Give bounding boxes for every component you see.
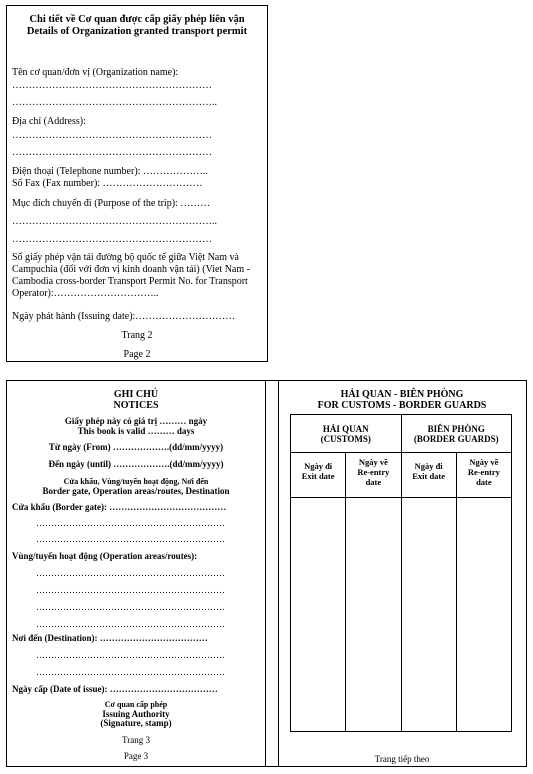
authority-en: Issuing Authority xyxy=(102,709,170,719)
page-2-title-en: Details of Organization granted transport permit xyxy=(26,26,248,37)
page-2-number-en: Page 2 xyxy=(123,349,151,360)
operation-line-3: ……………………………………………………… xyxy=(36,602,225,612)
customs-exit-vi: Ngày đi xyxy=(304,461,333,471)
purpose-line-2: …………………………………………………… xyxy=(12,234,212,245)
customs-reentry-date-cell[interactable] xyxy=(346,498,401,732)
page-2-panel xyxy=(6,5,268,362)
destination-line-1: ……………………………………………………… xyxy=(36,650,225,660)
border-heading-en: Border gate, Operation areas/routes, Destination xyxy=(42,486,230,496)
guards-reentry-vi: Ngày về xyxy=(469,457,499,467)
org-name-line-2: …………………………………………………….. xyxy=(12,97,217,108)
authority-vi: Cơ quan cấp phép xyxy=(104,700,168,709)
page-3-number-vi: Trang 3 xyxy=(122,735,150,745)
customs-reentry-en-1: Re-entry xyxy=(357,467,390,477)
purpose-line-1: …………………………………………………….. xyxy=(12,216,217,227)
page-4-footer: Trang tiếp theo xyxy=(374,754,430,764)
purpose-label: Mục đích chuyến đi (Purpose of the trip): ……… xyxy=(12,198,211,209)
page-3-title-vi: GHI CHÚ xyxy=(113,389,159,400)
customs-header-vi: HẢI QUAN xyxy=(322,423,369,434)
page-4-title-en: FOR CUSTOMS - BORDER GUARDS xyxy=(317,400,487,411)
valid-vi: Giấy phép này có giá trị ……… ngày xyxy=(64,416,208,426)
border-heading-vi: Cửa khẩu, Vùng/tuyến hoạt động, Nơi đến xyxy=(63,477,209,486)
destination-line-2: ……………………………………………………… xyxy=(36,667,225,677)
guards-reentry-date-cell[interactable] xyxy=(456,498,511,732)
phone-field: Điện thoại (Telephone number): ……………….. xyxy=(12,166,208,177)
border-gate-line-1: ……………………………………………………… xyxy=(36,518,225,528)
page-3-title-en: NOTICES xyxy=(113,400,159,411)
customs-exit-date-cell[interactable] xyxy=(291,498,346,732)
customs-exit-date-header xyxy=(291,453,346,498)
customs-header xyxy=(291,415,402,453)
address-label: Địa chỉ (Address): xyxy=(12,116,86,127)
org-name-label: Tên cơ quan/đơn vị (Organization name): xyxy=(12,67,179,78)
gutter-line xyxy=(278,381,279,766)
address-line-2: …………………………………………………… xyxy=(12,147,212,158)
valid-en: This book is valid ……… days xyxy=(77,426,195,436)
guards-exit-vi: Ngày đi xyxy=(414,461,443,471)
page-2-title-vi: Chi tiết về Cơ quan được cấp giấy phép liên vận xyxy=(29,14,245,25)
destination-label: Nơi đến (Destination): ……………………………… xyxy=(12,633,208,643)
issuing-date-field: Ngày phát hành (Issuing date):………………………… xyxy=(12,311,236,322)
border-guards-header-en: (BORDER GUARDS) xyxy=(413,433,499,444)
customs-reentry-vi: Ngày về xyxy=(358,457,388,467)
page-3-panel xyxy=(6,380,266,767)
guards-exit-en: Exit date xyxy=(412,471,446,481)
border-guards-header-vi: BIÊN PHÒNG xyxy=(427,423,485,434)
from-date-field: Từ ngày (From) ……………….(dd/mm/yyyy) xyxy=(48,442,224,452)
guards-exit-date-header xyxy=(401,453,456,498)
operation-areas-label: Vùng/tuyến hoạt động (Operation areas/routes): xyxy=(12,551,198,561)
customs-exit-en: Exit date xyxy=(301,471,335,481)
customs-reentry-date-header xyxy=(346,453,401,498)
page-3-number-en: Page 3 xyxy=(123,751,149,761)
page-4-title-vi: HẢI QUAN - BIÊN PHÒNG xyxy=(340,389,464,400)
customs-border-table xyxy=(290,414,512,732)
page-2-number-vi: Trang 2 xyxy=(121,330,153,341)
guards-reentry-en-2: date xyxy=(476,477,492,487)
page-4-panel xyxy=(265,380,527,767)
border-gate-line-2: ……………………………………………………… xyxy=(36,534,225,544)
permit-number-text: Số giấy phép vận tải đường bộ quốc tế giữa Việt Nam và Campuchia (đối với đơn vị kinh doanh vận tải) (Viet Nam - Cambodia cross-border Transport Permit No. for Transport Operator):………………………….. xyxy=(12,252,250,299)
address-line-1: …………………………………………………… xyxy=(12,130,212,141)
authority-signature: (Signature, stamp) xyxy=(100,718,172,728)
fax-field: Số Fax (Fax number): ………………………… xyxy=(12,178,203,189)
until-date-field: Đến ngày (until) ……………….(dd/mm/yyyy) xyxy=(48,459,224,469)
date-of-issue-field: Ngày cấp (Date of issue): ……………………………… xyxy=(12,684,218,694)
border-guards-header xyxy=(401,415,512,453)
customs-reentry-en-2: date xyxy=(365,477,382,487)
guards-reentry-en-1: Re-entry xyxy=(467,467,500,477)
operation-line-4: ……………………………………………………… xyxy=(36,619,225,629)
operation-line-2: ……………………………………………………… xyxy=(36,585,225,595)
guards-exit-date-cell[interactable] xyxy=(401,498,456,732)
customs-header-en: (CUSTOMS) xyxy=(320,433,371,444)
border-gate-label: Cửa khẩu (Border gate): ………………………………… xyxy=(12,502,227,512)
guards-reentry-date-header xyxy=(456,453,511,498)
org-name-line-1: …………………………………………………… xyxy=(12,80,212,91)
operation-line-1: ……………………………………………………… xyxy=(36,568,225,578)
